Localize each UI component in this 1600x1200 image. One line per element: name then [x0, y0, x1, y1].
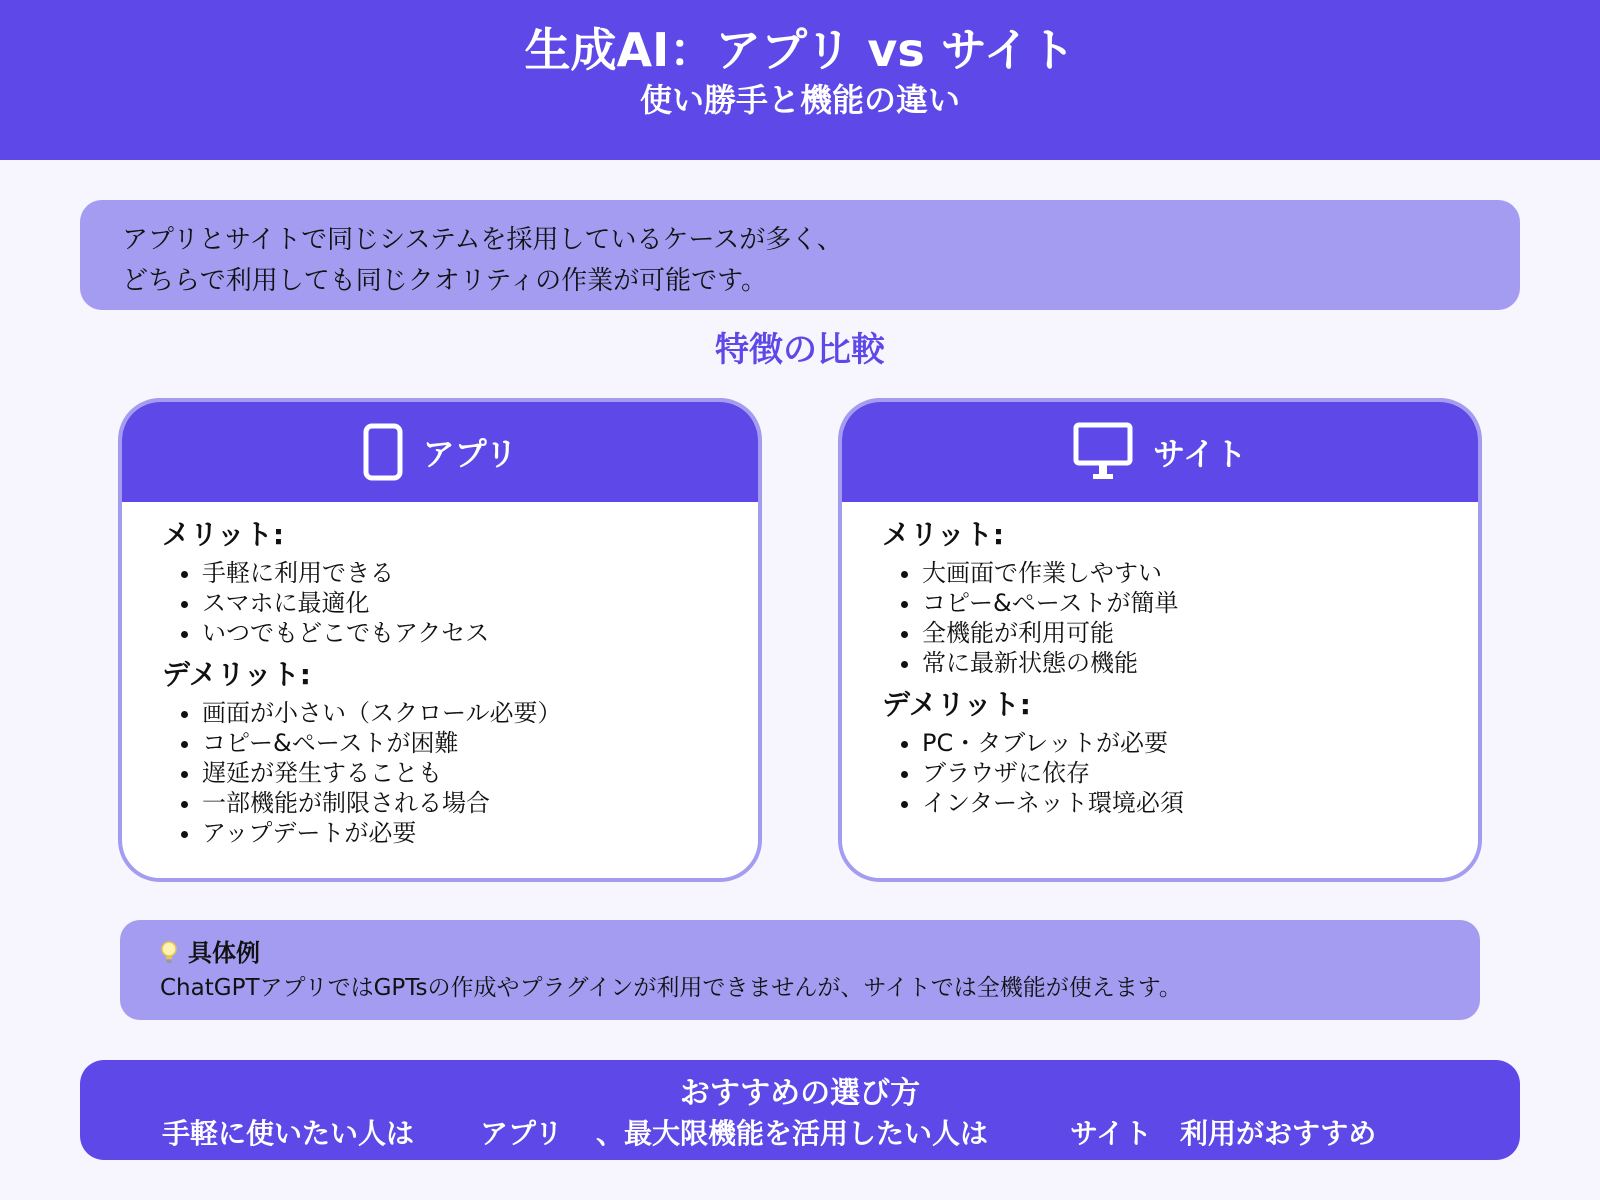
app-card: [118, 398, 762, 882]
app-merit-list: [162, 558, 718, 648]
intro-line-2: どちらで利用しても同じクオリティの作業が可能です。: [122, 266, 768, 296]
site-demerit-heading: デメリット:: [882, 688, 1031, 721]
list-item: • コピー&ペーストが簡単: [922, 588, 1438, 618]
recommendation-title: おすすめの選び方: [679, 1076, 921, 1111]
recommendation-part-5: 利用がおすすめ: [1180, 1117, 1377, 1150]
example-text: ChatGPTアプリではGPTsの作成やプラグインが利用できませんが、サイトでは全機能が使えます。: [160, 975, 1182, 1001]
list-item: • 手軽に利用できる: [202, 558, 718, 588]
list-item: • 一部機能が制限される場合: [202, 788, 718, 818]
list-item: • 常に最新状態の機能: [922, 648, 1438, 678]
site-merit-heading: メリット:: [882, 518, 1005, 551]
site-demerit-list: [882, 728, 1438, 818]
app-card-body: [122, 502, 758, 848]
example-title: 具体例: [188, 939, 260, 967]
intro-line-1: アプリとサイトで同じシステムを採用しているケースが多く、: [122, 225, 843, 255]
recommendation-site: サイト: [1070, 1117, 1153, 1150]
recommendation-part-3: 、最大限機能を活用したい人は: [596, 1117, 989, 1150]
list-item: • いつでもどこでもアクセス: [202, 618, 718, 648]
app-card-title: アプリ: [422, 435, 518, 473]
list-item: • 全機能が利用可能: [922, 618, 1438, 648]
app-merit-heading: メリット:: [162, 518, 285, 551]
site-card-body: [842, 502, 1478, 818]
list-item: • コピー&ペーストが困難: [202, 728, 718, 758]
site-merit-list: [882, 558, 1438, 678]
list-item: • ブラウザに依存: [922, 758, 1438, 788]
list-item: • PC・タブレットが必要: [922, 728, 1438, 758]
list-item: • インターネット環境必須: [922, 788, 1438, 818]
site-card: [838, 398, 1482, 882]
app-card-header: [122, 402, 758, 502]
list-item: • 画面が小さい（スクロール必要）: [202, 698, 718, 728]
monitor-icon: [1073, 422, 1133, 482]
page-subtitle: 使い勝手と機能の違い: [639, 81, 960, 119]
list-item: • 大画面で作業しやすい: [922, 558, 1438, 588]
list-item: • スマホに最適化: [202, 588, 718, 618]
recommendation-app: アプリ: [480, 1117, 563, 1150]
list-item: • 遅延が発生することも: [202, 758, 718, 788]
recommendation-banner: [80, 1060, 1520, 1160]
comparison-title: 特徴の比較: [715, 330, 885, 370]
list-item: • アップデートが必要: [202, 818, 718, 848]
app-demerit-heading: デメリット:: [162, 658, 311, 691]
lightbulb-icon: [160, 941, 178, 965]
site-card-title: サイト: [1153, 435, 1247, 473]
example-title-row: [160, 936, 1440, 970]
page-title: 生成AI：アプリ vs サイト: [524, 23, 1076, 77]
header-banner: [0, 0, 1600, 160]
app-demerit-list: [162, 698, 718, 848]
recommendation-part-1: 手軽に使いたい人は: [162, 1117, 415, 1150]
site-card-header: [842, 402, 1478, 502]
example-box: [120, 920, 1480, 1020]
intro-box: [80, 200, 1520, 310]
smartphone-icon: [363, 423, 403, 481]
